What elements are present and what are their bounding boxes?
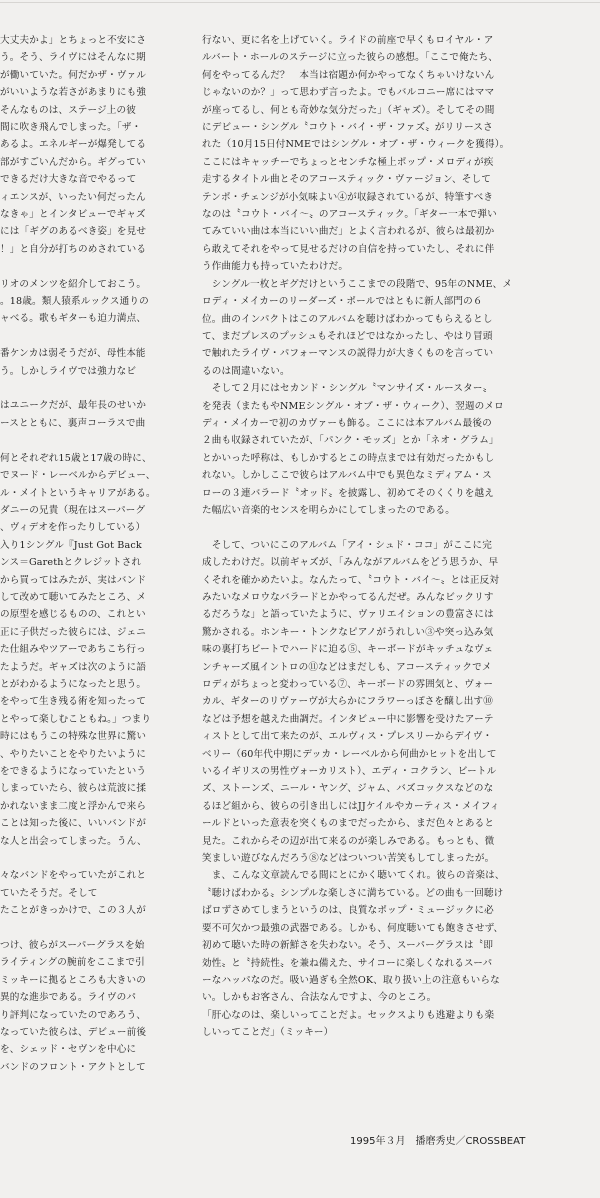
left-line: う。しかしライヴでは強力なビ [0,365,137,377]
right-line: シングル一枚とギグだけというここまでの段階で、95年のNME、メ [202,278,513,290]
right-line: て、まだプレスのプッシュもそれほどではなかったし、やはり冒頭 [202,330,493,342]
right-line: くそれを確かめたいよ。なんたって、〝コウト・バイ〜〟とは正反対 [202,574,500,586]
paragraph-gap [0,328,186,345]
right-line: てみていい曲は本当にいい曲だ」とよく言われるが、彼らは最初か [202,226,495,238]
left-line: なきゃ」とインタビューでギャズ [0,209,146,221]
left-line: たようだ。ギャズは次のように語 [0,661,147,673]
left-line: つけ、彼らがスーパーグラスを始 [0,940,145,952]
right-line: ここにはキャッチーでちょっとセンチな極上ポップ・メロディが疾 [202,156,494,168]
left-line: 正に子供だった彼らには、ジェニ [0,626,146,638]
right-line: テンポ・チェンジが小気味よい④が収録されているが、特筆すべき [202,191,494,203]
article-signature: 1995年３月 播磨秀史／CROSSBEAT [350,1136,526,1147]
right-line: みたいなメロウなバラードとかやってるんだぜ。みんなビックリす [202,591,494,603]
right-line: ばロずさめてしまうというのは、良質なポップ・ミュージックに必 [202,905,494,917]
left-line: ンス＝Garethとクレジットされ [0,557,142,569]
paragraph-gap [202,519,582,536]
left-line: ことは知った後に、いいバンドが [0,818,147,830]
right-line: れた（10月15日付NMEではシングル・オブ・ザ・ウィークを獲得）。 [202,139,510,151]
left-line: バンドのフロント・アクトとして [0,1061,146,1073]
left-line: 。18歳。類人猿系ルックス通りの [0,296,149,308]
right-line: を発表（またもやNMEシングル・オブ・ザ・ウィーク）、翌週のメロ [202,400,504,412]
left-line: ースとともに、裏声コーラスで曲 [0,417,146,429]
left-line: あるよ。エネルギーが爆発してる [0,139,147,151]
right-line: ルバート・ホールのステージに立った彼らの感想。「ここで俺たち、 [202,52,499,64]
right-line: ロディ・メイカーのリーダーズ・ポールではともに新人部門の６ [202,296,483,308]
left-line: ィエンスが、いったい何だったん [0,191,146,203]
right-line: ら敢えてそれをやって見せるだけの自信を持っていたし、それに伴 [202,243,495,255]
right-line: なのは〝コウト・バイ〜〟のアコースティック。「ギター一本で弾い [202,209,497,221]
left-line: 、やりたいことをやりたいように [0,748,147,760]
right-line: 行ない、更に名を上げていく。ライドの前座で早くもロイヤル・ア [202,35,494,46]
right-line: で触れたライヴ・パフォーマンスの説得力が大きくものを言ってい [202,348,494,360]
right-line: 見た。これからその辺が出て来るのが楽しみである。もっとも、微 [202,835,495,847]
paragraph-gap [0,432,186,449]
left-line: 番ケンカは弱そうだが、母性本能 [0,348,146,360]
right-line: 初めて聴いた時の新鮮さを失わない。そう、スーパーグラスは〝即 [202,940,494,952]
right-line: るのは間違いない。 [202,365,290,377]
left-line: ミッキーに拠るところも大きいの [0,974,146,986]
left-line: できるだけ大きな音でやるって [0,174,137,186]
left-line: 時にはもうこの特殊な世界に驚い [0,731,147,743]
left-line: なっていた彼らは、デビュー前後 [0,1027,147,1039]
left-line: が働いていた。何だかザ・ヴァル [0,69,147,81]
right-line: ィストとして出て来たのが、エルヴィス・プレスリーからデイヴ・ [202,731,493,743]
left-line: ！」と自分が打ちのめされている [0,243,147,255]
right-text-column [202,32,582,1042]
right-line: にデビュー・シングル〝コウト・バイ・ザ・ファズ〟がリリースさ [202,122,493,134]
left-line: 、ヴィデオを作ったりしている） [0,522,146,534]
right-line: 成したわけだ。以前ギャズが、「みんながアルバムをどう思うか、早 [202,557,499,569]
left-line: 入り1シングル『Just Got Back [0,539,142,551]
left-line: う。そう、ライヴにはそんなに期 [0,52,146,64]
left-line: しまっていたら、彼らは荒波に揉 [0,783,147,795]
left-line: 間に吹き飛んでしまった。「ザ・ [0,122,142,134]
left-line: 部がすごいんだから。ギグってい [0,156,146,168]
right-line: ローの３連バラード〝オッド〟を披露し、初めてそのくくりを越え [202,487,495,499]
left-line: ダニーの兄貴（現在はスーパーグ [0,504,146,516]
right-line: 走するタイトル曲とそのアコースティック・ヴァージョン、そして [202,174,491,186]
left-line: り評判になっていたのであろう、 [0,1009,147,1021]
right-line: が座ってるし、何とも奇妙な気分だった」（ギャズ）。そしてその間 [202,104,495,116]
right-line: 要不可欠かつ最強の武器である。しかも、何度聴いても飽きさせず、 [202,922,504,934]
left-line: 異的な進歩である。ライヴのパ [0,992,137,1004]
right-line: 〝聴けばわかる〟シンプルな楽しさに満ちている。どの曲も一回聴け [202,887,504,899]
page-edge-line [0,2,600,3]
right-line: た幅広い音楽的センスを明らかにしてしまったのである。 [202,504,456,516]
right-line: う作曲能力も持っていたわけだ。 [202,261,349,273]
right-line: そして２月にはセカンド・シングル〝マンサイズ・ルースター〟 [202,383,493,395]
left-line: リオのメンツを紹介しておこう。 [0,278,147,290]
left-line: 々なバンドをやっていたがこれと [0,870,147,882]
right-line: そして、ついにこのアルバム「アイ・シュド・ココ」がここに完 [202,539,493,551]
left-line: をできるようになっていたという [0,766,147,777]
left-line: して改めて聴いてみたところ、メ [0,591,147,603]
left-line: を、シェッド・セヴンを中心に [0,1044,137,1056]
left-line: には「ギグのあるべき姿」を見せ [0,226,147,238]
right-line: 味の裏打ちビートでハードに迫る⑤、キーボードがキッチュなヴェ [202,644,494,656]
right-line: ールドといった意表を突くものまでだったから、まだ色々とあると [202,818,495,830]
right-line: カル、ギターのリヴァーヴが大らかにフラワーっぽさを醸し出す⑩ [202,696,493,708]
right-line: 「肝心なのは、楽しいってことだよ。セックスよりも逃避よりも楽 [202,1009,495,1021]
left-text-column [0,32,186,1076]
left-line: ャべる。歌もギターも迫力満点、 [0,313,147,325]
left-line: かれないまま二度と浮かんで来ら [0,800,147,812]
right-line: ベリー（60年代中期にデッカ・レーベルから何曲かヒットを出して [202,748,497,760]
right-line: 驚かされる。ホンキー・トンクなピアノがうれしい③や突っ込み気 [202,626,494,638]
right-line: るほど組から、彼らの引き出しにはJJケイルやカーティス・メイフィ [202,800,500,812]
right-line: 位。曲のインパクトはこのアルバムを聴けばわかってもらえるとし [202,313,493,325]
right-line: じゃないのか？」って思わず言ったよ。でもバルコニー席にはママ [202,87,495,99]
left-line: ていたそうだ。そして [0,887,98,899]
left-line: ル・メイトというキャリアがある。 [0,487,156,499]
left-line: そんなものは、ステージ上の彼 [0,104,137,116]
right-line: ーなハッパなのだ。吸い過ぎも全然OK、取り扱い上の注意もいらな [202,974,500,986]
right-line: などは予想を越えた曲調だ。インタビュー中に影響を受けたアーテ [202,713,494,725]
left-line: から買ってはみたが、実はバンド [0,574,147,586]
paragraph-gap [0,850,186,867]
right-line: 笑ましい遊びなんだろう⑧などはついつい苦笑もしてしまったが。 [202,853,495,865]
right-line: とかいった呼称は、もしかするとこの時点までは有効だったかもし [202,452,495,464]
right-line: れない。しかしここで彼らはアルバム中でも異色なミディアム・ス [202,470,492,482]
paragraph-gap [0,258,186,275]
right-line: 効性〟と〝持続性〟を兼ね備えた、サイコーに楽しくなれるスーパ [202,957,493,969]
right-line: しいってことだ」（ミッキー） [202,1027,334,1039]
left-line: な人と出会ってしまった。うん、 [0,835,147,847]
left-line: の原型を感じるものの、これとい [0,609,146,621]
right-line: い。しかもお客さん、合法なんですよ、今のところ。 [202,992,437,1004]
right-line: ズ、ストーンズ、ニール・ヤング、ジャム、バズコックスなどのな [202,783,494,795]
left-line: がいいような若さがあまりにも強 [0,87,147,99]
left-line: 何とそれぞれ15歳と17歳の時に、 [0,452,152,464]
right-line: 何をやってるんだ？ 本当は宿題か何かやってなくちゃいけないん [202,69,495,81]
right-line: ま、こんな文章読んでる間にとにかく聴いてくれ。彼らの音楽は、 [202,870,505,882]
left-line: とやって楽しむこともね。」つまり [0,713,152,725]
right-line: ディ・メイカーで初のカヴァーも飾る。ここには本アルバム最後の [202,417,492,429]
left-line: た仕組みやツアーであちこち行っ [0,644,146,656]
right-line: いるイギリスの男性ヴォーカリスト）、エディ・コクラン、ビートル [202,766,497,778]
right-line: ロディがちょっと変わっている⑦、キーボードの雰囲気と、ヴォー [202,679,494,691]
left-line: はユニークだが、最年長のせいか [0,400,147,412]
right-line: るだろうな」と語っていたように、ヴァリエイションの豊富さには [202,609,494,621]
right-line: ２曲も収録されていたが、「パンク・モッズ」とか「ネオ・グラム」 [202,435,499,447]
left-line: ライティングの腕前をここまで引 [0,957,145,969]
left-line: でヌード・レーベルからデビュー、 [0,470,156,482]
left-line: 大丈夫かよ」とちょっと不安にさ [0,35,147,46]
left-line: をやって生き残る術を知ったって [0,696,147,708]
paragraph-gap [0,920,186,937]
right-line: ンチャーズ風イントロの⑪などはまだしも、アコースティックでメ [202,661,492,673]
left-line: たことがきっかけで、この３人が [0,905,146,917]
left-line: とがわかるようになったと思う。 [0,678,147,690]
paragraph-gap [0,380,186,397]
